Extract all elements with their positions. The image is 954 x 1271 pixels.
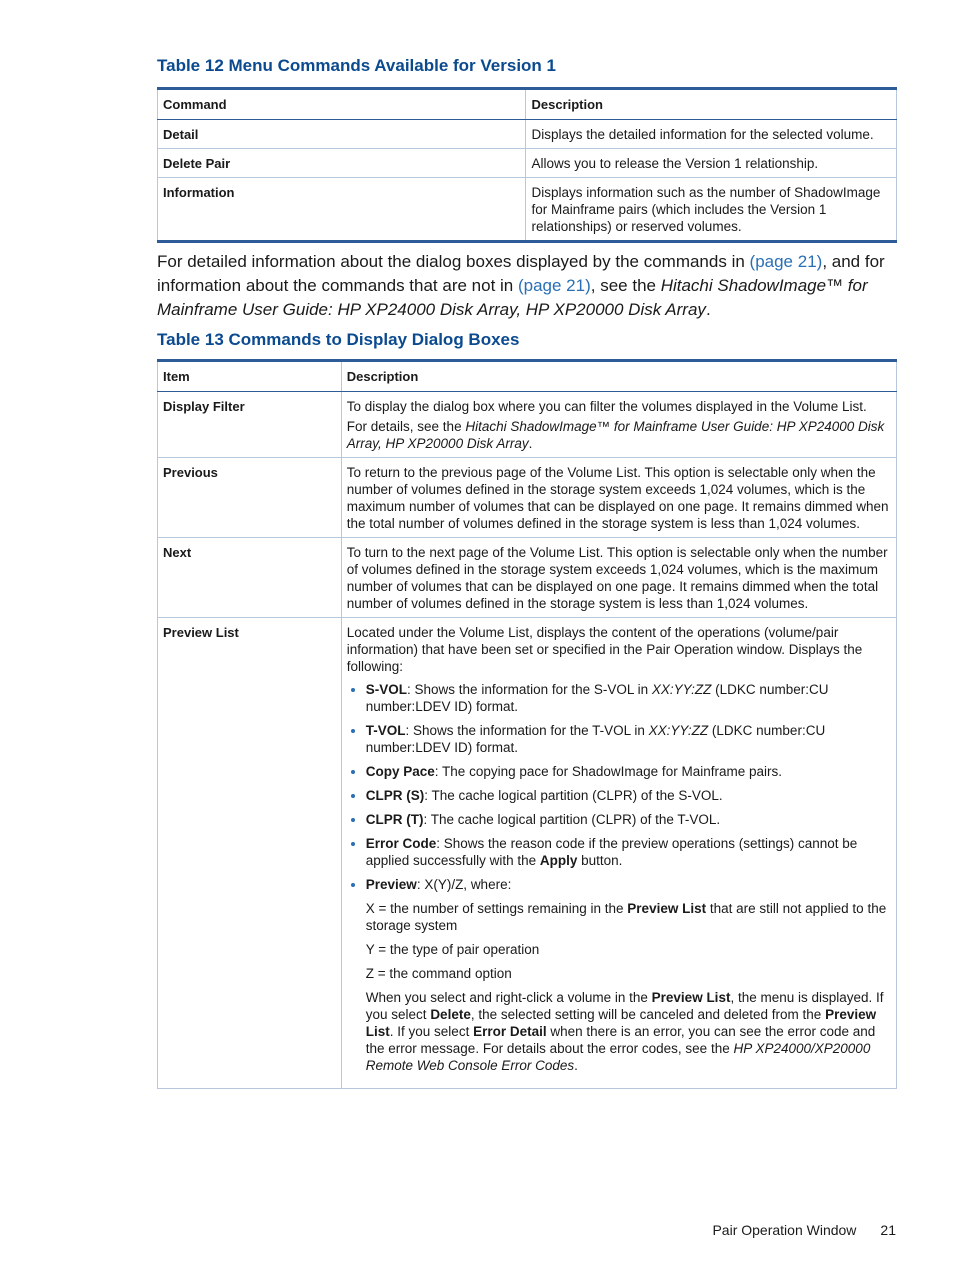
- text: .: [574, 1058, 578, 1073]
- page-footer: [712, 1222, 896, 1238]
- paragraph-text: , see the: [590, 276, 661, 295]
- description-text: [347, 418, 891, 452]
- field-label: Preview: [365, 877, 417, 892]
- footer-section-title: Pair Operation Window: [712, 1222, 857, 1238]
- field-label: S-VOL: [365, 682, 408, 697]
- column-header: Command: [158, 89, 526, 120]
- text: : Shows the information for the T-VOL in: [405, 723, 649, 738]
- text: For details, see the: [346, 419, 466, 434]
- table-row: [158, 392, 897, 458]
- item-cell: Next: [158, 538, 342, 618]
- text: .: [528, 436, 533, 451]
- field-label: Error Code: [365, 836, 437, 851]
- text: , the selected setting will be canceled and deleted from the: [470, 1007, 826, 1022]
- list-item: [366, 835, 891, 869]
- text: that are still not applied to the storage system: [365, 901, 887, 933]
- format-text: XX:YY:ZZ: [651, 682, 712, 697]
- text: : Shows the information for the S-VOL in: [407, 682, 652, 697]
- format-text: XX:YY:ZZ: [648, 723, 709, 738]
- description-text: To display the dialog box where you can filter the volumes displayed in the Volume List.: [346, 399, 867, 414]
- paragraph-text: .: [705, 300, 711, 319]
- table-header-row: [158, 361, 897, 392]
- bold-term: Preview List: [365, 1007, 877, 1039]
- table-header-row: [158, 89, 897, 120]
- column-header: Description: [526, 89, 897, 120]
- body-paragraph: [157, 250, 902, 322]
- page-number: 21: [880, 1222, 896, 1238]
- description-cell: Displays information such as the number of ShadowImage for Mainframe pairs (which includes the Version 1 relationships) or reserved volumes.: [526, 178, 897, 242]
- column-header: Description: [341, 361, 896, 392]
- definition-x: [366, 900, 891, 934]
- text: : X(Y)/Z, where:: [416, 877, 512, 892]
- text: (LDKC number:CU number:LDEV ID) format.: [365, 682, 829, 714]
- context-menu-note: [366, 989, 891, 1074]
- text: When you select and right-click a volume in the: [365, 990, 652, 1005]
- field-label: CLPR (T): [365, 812, 424, 827]
- table-row: [158, 538, 897, 618]
- list-item: [366, 811, 891, 828]
- text: button.: [577, 853, 623, 868]
- list-item: [366, 722, 891, 756]
- list-item: [366, 787, 891, 804]
- description-cell: [341, 618, 896, 1089]
- bold-term: Error Detail: [473, 1024, 547, 1039]
- paragraph-text: , and for information about the commands that are not in: [157, 252, 885, 295]
- table-12-caption: Table 12 Menu Commands Available for Version 1: [157, 56, 556, 75]
- list-item: [366, 763, 891, 780]
- field-label: Copy Pace: [365, 764, 435, 779]
- definition-z: Z = the command option: [365, 966, 512, 981]
- table-13: [157, 359, 897, 1089]
- preview-list-label: Preview List: [627, 901, 707, 916]
- command-cell: Detail: [158, 120, 526, 149]
- item-cell: Preview List: [158, 618, 342, 1089]
- text: (LDKC number:CU number:LDEV ID) format.: [365, 723, 826, 755]
- description-cell: Allows you to release the Version 1 relationship.: [526, 149, 897, 178]
- table-12: [157, 87, 897, 243]
- table-13-caption: Table 13 Commands to Display Dialog Boxes: [157, 330, 520, 349]
- description-text: Located under the Volume List, displays the content of the operations (volume/pair information) that have been set or specified in the Pair Operation window. Displays the following:: [346, 625, 863, 674]
- command-cell: Delete Pair: [158, 149, 526, 178]
- table-row: [158, 458, 897, 538]
- bold-term: Delete: [430, 1007, 471, 1022]
- apply-label: Apply: [539, 853, 578, 868]
- text: . If you select: [389, 1024, 474, 1039]
- text: : The cache logical partition (CLPR) of the S-VOL.: [424, 788, 723, 803]
- field-label: T-VOL: [365, 723, 406, 738]
- text: when there is an error, you can see the error code and the error message. For details about the error codes, see the: [365, 1024, 876, 1056]
- page-link[interactable]: (page 21): [749, 252, 823, 271]
- command-cell: Information: [158, 178, 526, 242]
- guide-title: HP XP24000/XP20000 Remote Web Console Error Codes: [365, 1041, 871, 1073]
- text: : The copying pace for ShadowImage for Mainframe pairs.: [434, 764, 782, 779]
- list-item: [366, 681, 891, 715]
- text: , the menu is displayed. If you select: [365, 990, 884, 1022]
- page-link[interactable]: (page 21): [517, 276, 591, 295]
- guide-title: Hitachi ShadowImage™ for Mainframe User Guide: HP XP24000 Disk Array, HP XP20000 Disk Array: [157, 276, 868, 319]
- bold-term: Preview List: [651, 990, 731, 1005]
- paragraph-text: For detailed information about the dialog boxes displayed by the commands in: [157, 252, 750, 271]
- description-cell: To turn to the next page of the Volume List. This option is selectable only when the number of volumes defined in the storage system exceeds 1,024 volumes, which is the maximum number of volumes that can be displayed on one page. It remains dimmed when the total number of volumes defined in the storage system is less than 1,024 volumes.: [341, 538, 896, 618]
- list-item: [366, 876, 891, 893]
- description-cell: [341, 392, 896, 458]
- table-row: [158, 149, 897, 178]
- table-row: [158, 178, 897, 242]
- text: : The cache logical partition (CLPR) of the T-VOL.: [423, 812, 721, 827]
- text: X = the number of settings remaining in the: [365, 901, 628, 916]
- guide-title: Hitachi ShadowImage™ for Mainframe User Guide: HP XP24000 Disk Array, HP XP20000 Disk Array: [346, 419, 885, 451]
- field-list: [347, 681, 891, 893]
- description-cell: To return to the previous page of the Volume List. This option is selectable only when the number of volumes defined in the storage system exceeds 1,024 volumes, which is the maximum number of volumes that can be displayed on one page. It remains dimmed when the total number of volumes defined in the storage system is less than 1,024 volumes.: [341, 458, 896, 538]
- definition-y: Y = the type of pair operation: [365, 942, 540, 957]
- field-label: CLPR (S): [365, 788, 425, 803]
- item-cell: Previous: [158, 458, 342, 538]
- table-row: [158, 120, 897, 149]
- table-row: [158, 618, 897, 1089]
- description-cell: Displays the detailed information for the selected volume.: [526, 120, 897, 149]
- item-cell: Display Filter: [158, 392, 342, 458]
- text: : Shows the reason code if the preview operations (settings) cannot be applied successfully with the: [365, 836, 858, 868]
- column-header: Item: [158, 361, 342, 392]
